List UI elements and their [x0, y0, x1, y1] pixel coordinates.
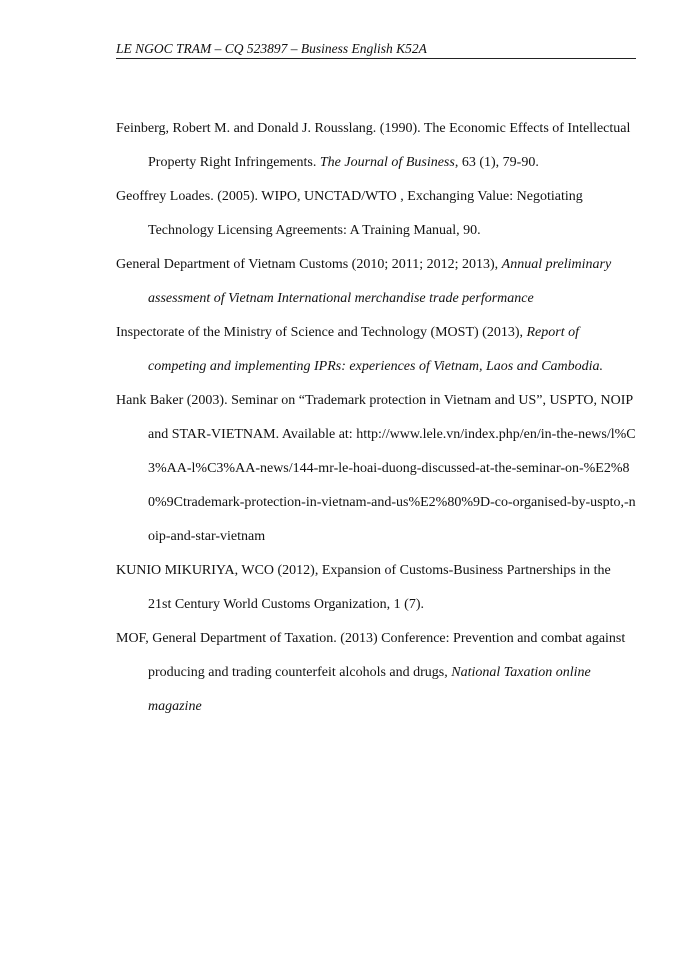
reference-text: MOF, General Department of Taxation. (2013) Conference: Prevention and combat against producing and trading counterfeit alcohols and drugs, [116, 631, 626, 680]
reference-list [116, 112, 636, 724]
reference-entry [116, 248, 636, 316]
reference-entry [116, 622, 636, 724]
reference-text: Feinberg, Robert M. and Donald J. Rousslang. (1990). The Economic Effects of Intellectual Property Right Infringements. [116, 121, 631, 170]
reference-entry [116, 112, 636, 180]
reference-text: General Department of Vietnam Customs (2010; 2011; 2012; 2013), [116, 257, 502, 272]
header-text: LE NGOC TRAM – CQ 523897 – Business English K52A [116, 41, 427, 56]
reference-entry [116, 384, 636, 554]
reference-text: KUNIO MIKURIYA, WCO (2012), Expansion of Customs-Business Partnerships in the 21st Century World Customs Organization, 1 (7). [116, 563, 611, 612]
reference-italic: The Journal of Business [319, 155, 455, 170]
reference-text: Hank Baker (2003). Seminar on “Trademark protection in Vietnam and US”, USPTO, NOIP and STAR-VIETNAM. Available at: [116, 393, 633, 442]
reference-tail: , 63 (1), 79-90. [454, 155, 539, 170]
reference-italic: National Taxation online magazine [148, 665, 591, 714]
reference-url-link[interactable]: http://www.lele.vn/index.php/en/in-the-news/l%C3%AA-l%C3%AA-news/144-mr-le-hoai-duong-discussed-at-the-seminar-on-%E2%80%9Ctrademark-protection-in-vietnam-and-us%E2%80%9D-co-organised-by-uspto,-noip-and-star-vietnam [148, 427, 636, 544]
page-header [116, 40, 636, 59]
reference-text: Inspectorate of the Ministry of Science and Technology (MOST) (2013), [116, 325, 527, 340]
reference-italic: Annual preliminary assessment of Vietnam International merchandise trade performance [148, 257, 612, 306]
reference-text: Geoffrey Loades. (2005). WIPO, UNCTAD/WTO , Exchanging Value: Negotiating Technology Licensing Agreements: A Training Manual, 90. [116, 189, 583, 238]
reference-entry [116, 180, 636, 248]
reference-entry [116, 554, 636, 622]
reference-italic: Report of competing and implementing IPRs: experiences of Vietnam, Laos and Cambodia. [148, 325, 604, 374]
reference-entry [116, 316, 636, 384]
